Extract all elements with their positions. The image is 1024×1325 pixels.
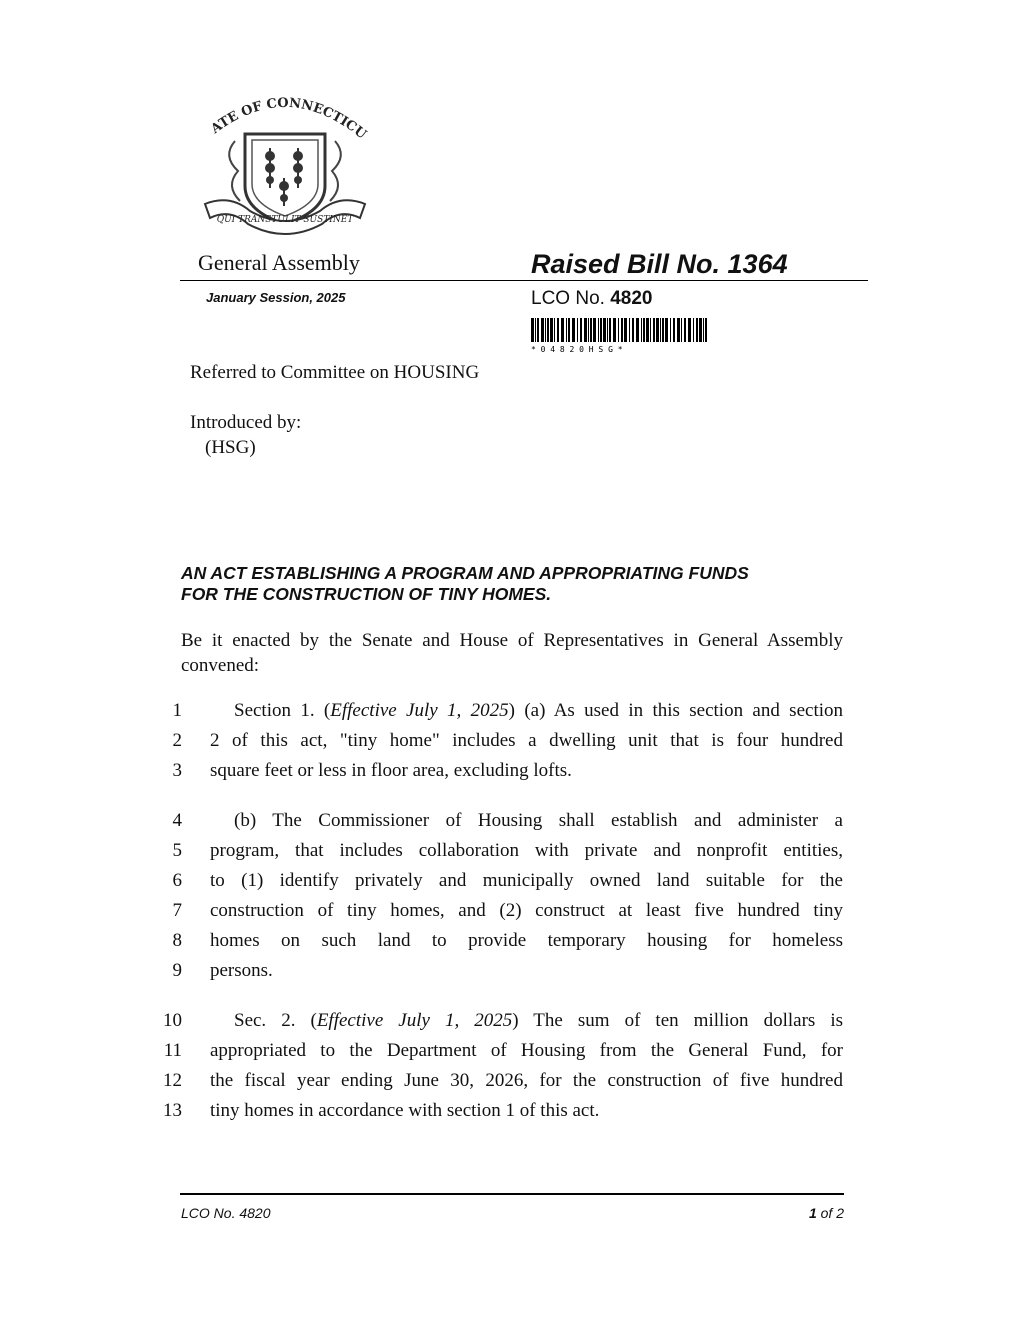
line-number: 9 [172, 960, 182, 981]
line-number: 6 [172, 870, 182, 891]
line-text: homes on such land to provide temporary housing for homeless [210, 930, 843, 951]
footer-lco-number: LCO No. 4820 [181, 1205, 271, 1221]
line-text: persons. [210, 960, 273, 981]
lco-number-header [531, 288, 652, 310]
bill-line [0, 760, 1024, 790]
bill-line [0, 1040, 1024, 1070]
bill-line [0, 1070, 1024, 1100]
line-text: appropriated to the Department of Housing from the General Fund, for [210, 1040, 843, 1061]
bill-line [0, 700, 1024, 730]
line-number: 2 [172, 730, 182, 751]
state-seal-icon [200, 96, 370, 246]
bill-number-title: Raised Bill No. 1364 [531, 249, 788, 279]
barcode-icon [531, 318, 711, 354]
bill-line [0, 900, 1024, 930]
line-number: 11 [163, 1040, 182, 1061]
page-current: 1 [808, 1205, 817, 1221]
line-number: 5 [172, 840, 182, 861]
line-number: 4 [172, 810, 182, 831]
line-text: the fiscal year ending June 30, 2026, for the construction of five hundred [210, 1070, 843, 1091]
line-number: 8 [172, 930, 182, 951]
svg-text:QUI TRANSTULIT SUSTINET: QUI TRANSTULIT SUSTINET [216, 215, 354, 225]
introducer: (HSG) [205, 437, 256, 458]
line-text: to (1) identify privately and municipally owned land suitable for the [210, 870, 843, 891]
header-divider [180, 280, 868, 281]
line-number: 10 [163, 1010, 182, 1031]
lco-number: 4820 [610, 288, 653, 309]
line-text [234, 700, 843, 722]
line-number: 3 [172, 760, 182, 781]
act-title-line-2: FOR THE CONSTRUCTION OF TINY HOMES. [181, 584, 552, 604]
line-text: program, that includes collaboration with private and nonprofit entities, [210, 840, 843, 861]
introduced-by-label: Introduced by: [190, 412, 302, 433]
act-title [181, 563, 851, 605]
bill-line [0, 1010, 1024, 1040]
line-number: 1 [172, 700, 182, 721]
effective-date: Effective July 1, 2025 [316, 1010, 513, 1031]
bill-line [0, 960, 1024, 990]
page-total: of 2 [820, 1205, 844, 1221]
bill-line [0, 810, 1024, 840]
line-text-post: ) (a) As used in this section and section [508, 700, 844, 721]
line-text-post: ) The sum of ten million dollars is [512, 1010, 844, 1031]
svg-text:STATE OF CONNECTICUT: ATE OF CONNECTICU [208, 96, 369, 143]
general-assembly-label: General Assembly [198, 250, 360, 275]
svg-text:* 0 4 8 2 0 H S G: * 0 4 8 2 0 H S G * [531, 345, 623, 354]
committee-referral: Referred to Committee on HOUSING [190, 362, 480, 383]
page-number [760, 1205, 844, 1221]
line-text: 2 of this act, "tiny home" includes a dwelling unit that is four hundred [210, 730, 843, 751]
line-text: construction of tiny homes, and (2) construct at least five hundred tiny [210, 900, 843, 921]
line-text [234, 1010, 843, 1032]
enacting-clause: Be it enacted by the Senate and House of Representatives in General Assembly convened: [181, 630, 843, 676]
bill-line [0, 930, 1024, 960]
effective-date: Effective July 1, 2025 [330, 700, 509, 721]
bill-line [0, 840, 1024, 870]
line-text: tiny homes in accordance with section 1 of this act. [210, 1100, 600, 1121]
line-text-pre: Section 1. ( [234, 700, 331, 721]
line-number: 12 [163, 1070, 182, 1091]
bill-line [0, 730, 1024, 760]
bill-line [0, 1100, 1024, 1130]
line-text: (b) The Commissioner of Housing shall establish and administer a [234, 810, 843, 831]
line-text: square feet or less in floor area, excluding lofts. [210, 760, 572, 781]
bill-line [0, 870, 1024, 900]
line-text-pre: Sec. 2. ( [234, 1010, 317, 1031]
footer-divider [180, 1193, 844, 1195]
session-label: January Session, 2025 [206, 290, 346, 305]
line-number: 13 [163, 1100, 182, 1121]
act-title-line-1: AN ACT ESTABLISHING A PROGRAM AND APPROPRIATING FUNDS [181, 563, 749, 583]
line-number: 7 [172, 900, 182, 921]
lco-label: LCO No. [531, 288, 605, 309]
